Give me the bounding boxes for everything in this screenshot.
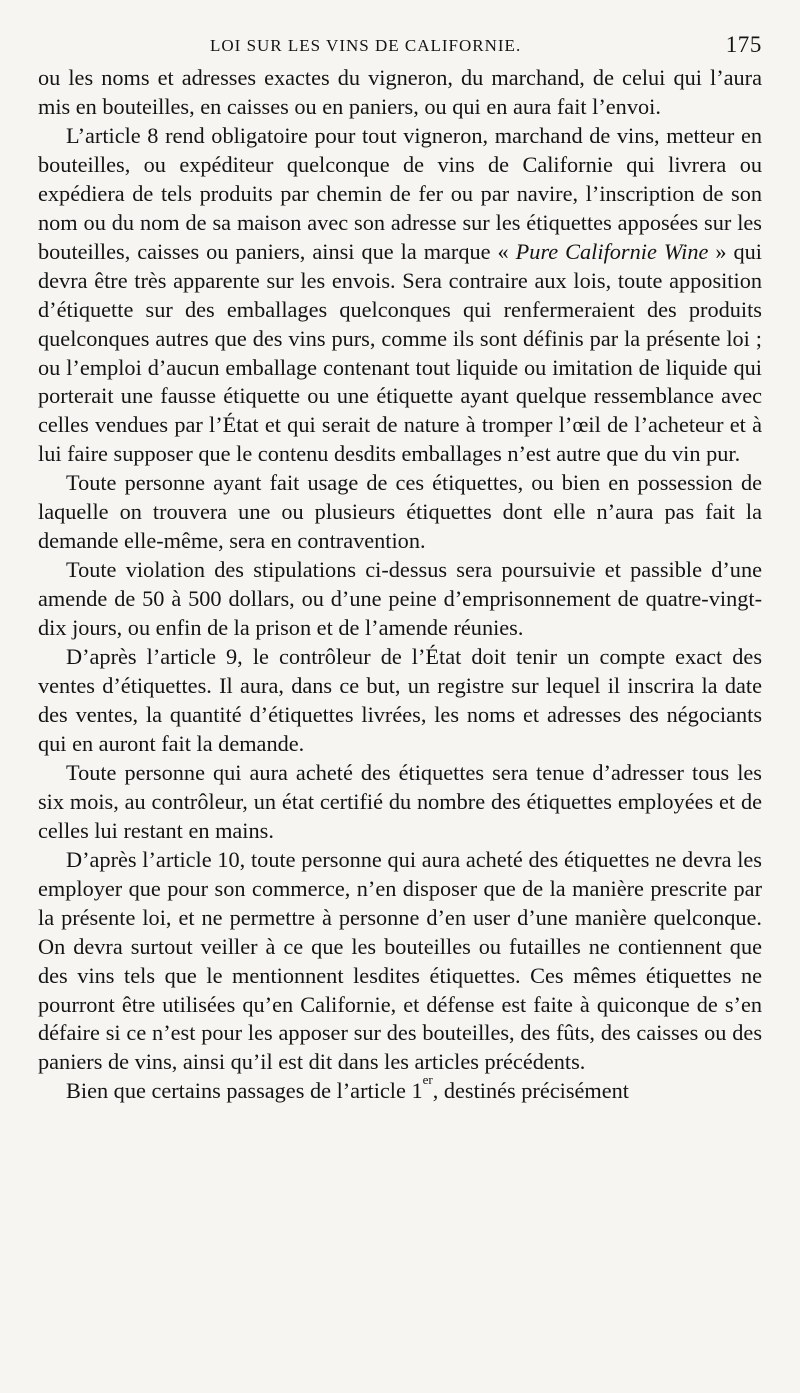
- book-page: [38, 30, 762, 1370]
- italic-brand-mark: Pure Californie Wine: [515, 238, 709, 264]
- paragraph-article-10: D’après l’article 10, toute personne qui aura acheté des étiquettes ne devra les employer que pour son commerce, n’en disposer que de la manière prescrite par la présente loi, et ne permettre à personne d’en user d’une manière quelconque. On devra surtout veiller à ce que les bouteilles ou futailles ne contiennent que des vins tels que le mentionnent lesdites étiquettes. Ces mêmes étiquettes ne pourront être utilisées qu’en Californie, et défense est faite à quiconque de s’en défaire si ce n’est pour les apposer sur des bouteilles, des fûts, des caisses ou des paniers de vins, ainsi qu’il est dit dans les articles précédents.: [38, 846, 762, 1075]
- page-header: [38, 30, 762, 64]
- paragraph-text: » qui devra être très apparente sur les envois. Sera contraire aux lois, toute apposition d’étiquette sur des emballages quelconques qui renfermeraient des produits quelconques autres que des vins purs, comme ils sont définis par la présente loi ; ou l’emploi d’aucun emballage contenant tout liquide ou imitation de liquide qui porterait une fausse étiquette ou une étiquette ayant quelque ressemblance avec celles vendues par l’État et qui serait de nature à tromper l’œil de l’acheteur et à lui faire supposer que le contenu desdits emballages n’est autre que du vin pur.: [38, 238, 763, 467]
- paragraph-label-usage: Toute personne ayant fait usage de ces étiquettes, ou bien en possession de laquelle on trouvera une ou plusieurs étiquettes dont elle n’aura pas fait la demande elle-même, sera en contravention.: [38, 470, 762, 554]
- paragraph-reporting: Toute personne qui aura acheté des étiquettes sera tenue d’adresser tous les six mois, au contrôleur, un état certifié du nombre des étiquettes employées et de celles lui restant en mains.: [38, 759, 762, 843]
- running-title: LOI SUR LES VINS DE CALIFORNIE.: [210, 36, 522, 55]
- paragraph-penalties: Toute violation des stipulations ci-dessus sera poursuivie et passible d’une amende de 50 à 500 dollars, ou d’une peine d’emprisonnement de quatre-vingt-dix jours, ou enfin de la prison et de l’amende réunies.: [38, 557, 762, 641]
- paragraph-article-8: [38, 122, 762, 469]
- paragraph-text: Bien que certains passages de l’article 1: [66, 1078, 423, 1104]
- paragraph-article-9: D’après l’article 9, le contrôleur de l’État doit tenir un compte exact des ventes d’étiquettes. Il aura, dans ce but, un registre sur lequel il inscrira la date des ventes, la quantité d’étiquettes livrées, les noms et adresses des négociants qui en auront fait la demande.: [38, 644, 762, 756]
- body-text: [38, 64, 762, 1106]
- paragraph-text: , destinés précisément: [432, 1078, 629, 1104]
- paragraph-article-1: [38, 1071, 762, 1106]
- paragraph-continuation: ou les noms et adresses exactes du vigneron, du marchand, de celui qui l’aura mis en bouteilles, en caisses ou en paniers, ou qui en aura fait l’envoi.: [38, 65, 762, 119]
- page-number: 175: [725, 32, 762, 57]
- superscript: er: [422, 1071, 433, 1087]
- paragraph-text: L’article 8 rend obligatoire pour tout vigneron, marchand de vins, metteur en bouteilles, ou expéditeur quelconque de vins de Californie qui livrera ou expédiera de tels produits par chemin de fer ou par navire, l’inscription de son nom ou du nom de sa maison avec son adresse sur les étiquettes apposées sur les bouteilles, caisses ou paniers, ainsi que la marque «: [38, 122, 762, 264]
